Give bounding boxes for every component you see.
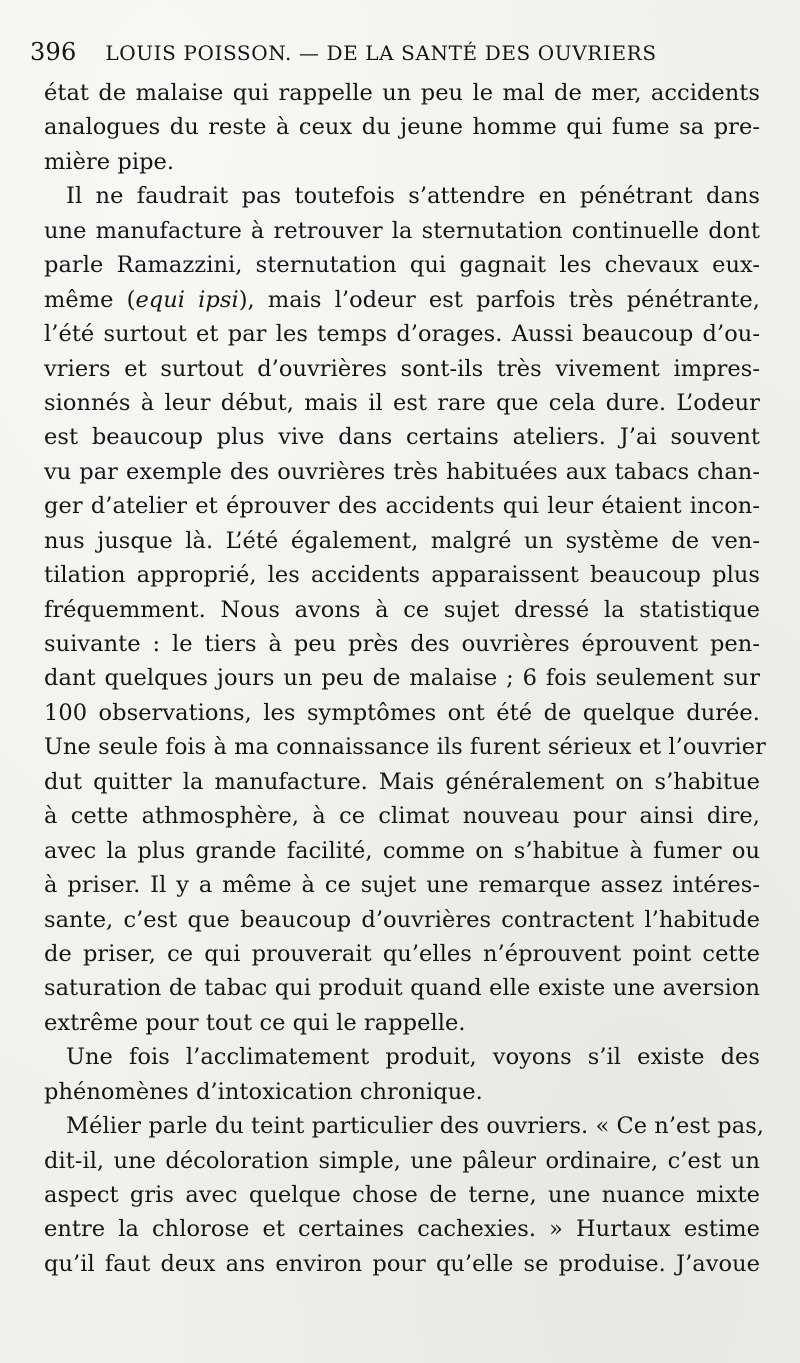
text-line: nus jusque là. L’été également, malgré un système de ven- <box>44 527 760 554</box>
text-line: Mélier parle du teint particulier des ouvriers. « Ce n’est pas, <box>66 1113 765 1140</box>
text-line: l’été surtout et par les temps d’orages. Aussi beaucoup d’ou- <box>44 321 760 348</box>
text-line: Il ne faudrait pas toutefois s’attendre en pénétrant dans <box>66 183 760 210</box>
text-line: sionnés à leur début, mais il est rare que cela dure. L’odeur <box>44 389 760 416</box>
text-line: sante, c’est que beaucoup d’ouvrières contractent l’habitude <box>44 906 760 933</box>
text-line: mière pipe. <box>44 148 175 175</box>
text-line <box>44 283 760 317</box>
text-line: dit-il, une décoloration simple, une pâleur ordinaire, c’est un <box>44 1147 760 1174</box>
text-line: Une fois l’acclimatement produit, voyons s’il existe des <box>66 1044 760 1071</box>
page-number: 396 <box>30 38 77 66</box>
text-line: à cette athmosphère, à ce climat nouveau pour ainsi dire, <box>44 803 760 830</box>
text-line: saturation de tabac qui produit quand elle existe une aversion <box>44 975 760 1002</box>
text-line: entre la chlorose et certaines cachexies. » Hurtaux estime <box>44 1216 760 1243</box>
body-text <box>44 76 766 1281</box>
text-line: dant quelques jours un peu de malaise ; 6 fois seulement sur <box>44 665 760 692</box>
page-header <box>30 34 770 70</box>
text-line: Une seule fois à ma connaissance ils furent sérieux et l’ouvrier <box>44 734 766 761</box>
text-line: vu par exemple des ouvrières très habituées aux tabacs chan- <box>44 458 760 485</box>
text-line: de priser, ce qui prouverait qu’elles n’éprouvent point cette <box>44 940 760 967</box>
text-line: à priser. Il y a même à ce sujet une remarque assez intéres- <box>44 872 760 899</box>
text-line: qu’il faut deux ans environ pour qu’elle se produise. J’avoue <box>44 1250 760 1277</box>
text-line: phénomènes d’intoxication chronique. <box>44 1078 483 1105</box>
text-segment: ), mais l’odeur est parfois très pénétrante, <box>238 286 760 313</box>
text-line: fréquemment. Nous avons à ce sujet dressé la statistique <box>44 596 760 623</box>
text-line: analogues du reste à ceux du jeune homme qui fume sa pre- <box>44 114 760 141</box>
text-line: ger d’atelier et éprouver des accidents qui leur étaient incon- <box>44 493 760 520</box>
text-line: tilation approprié, les accidents apparaissent beaucoup plus <box>44 562 760 589</box>
text-line: parle Ramazzini, sternutation qui gagnait les chevaux eux- <box>44 252 760 279</box>
text-line: est beaucoup plus vive dans certains ateliers. J’ai souvent <box>44 424 760 451</box>
text-line: une manufacture à retrouver la sternutation continuelle dont <box>44 217 760 244</box>
text-line: aspect gris avec quelque chose de terne, une nuance mixte <box>44 1182 760 1208</box>
italic-phrase: equi ipsi <box>135 286 239 313</box>
running-head: LOUIS POISSON. — DE LA SANTÉ DES OUVRIERS <box>105 41 657 65</box>
text-line: suivante : le tiers à peu près des ouvrières éprouvent pen- <box>44 631 760 657</box>
text-line: 100 observations, les symptômes ont été de quelque durée. <box>44 699 760 726</box>
text-line: vriers et surtout d’ouvrières sont-ils très vivement impres- <box>44 355 760 382</box>
text-line: dut quitter la manufacture. Mais généralement on s’habitue <box>44 768 760 795</box>
text-segment: même ( <box>44 286 136 313</box>
text-line: avec la plus grande facilité, comme on s’habitue à fumer ou <box>44 837 760 864</box>
text-line: état de malaise qui rappelle un peu le mal de mer, accidents <box>44 80 760 106</box>
text-line: extrême pour tout ce qui le rappelle. <box>44 1009 466 1036</box>
